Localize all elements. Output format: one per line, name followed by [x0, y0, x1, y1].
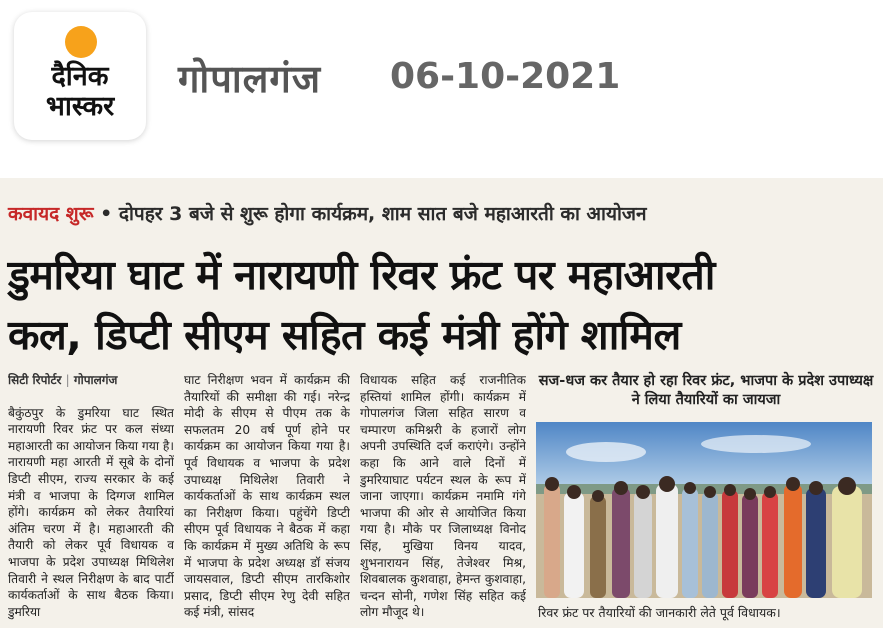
- dainik-bhaskar-logo[interactable]: [14, 12, 146, 140]
- sun-icon: [65, 26, 97, 58]
- article-column-2: [184, 372, 350, 628]
- headline-line-1: डुमरिया घाट में नारायणी रिवर फ्रंट पर महाआरती: [8, 251, 715, 299]
- article-kicker: [8, 200, 647, 226]
- column-2-text: घाट निरीक्षण भवन में कार्यक्रम की तैयारियों की समीक्षा की गई। नरेन्द्र मोदी के सीएम से पीएम तक के सफलतम 20 वर्ष पूर्ण होने पर कार्यक्रम का आयोजन किया गया है। पूर्व विधायक व भाजपा के प्रदेश उपाध्यक्ष मिथिलेश तिवारी ने कार्यकर्ताओं के साथ कार्यक्रम स्थल का निरीक्षण किया। पहुंचेंगे डिप्टी सीएम पूर्व विधायक ने बैठक में कहा कि कार्यक्रम में मुख्य अतिथि के रूप में भाजपा के प्रदेश अध्यक्ष डॉ संजय जायसवाल, डिप्टी सीएम तारकिशोर प्रसाद, डिप्टी सीएम रेणु देवी सहित कई मंत्री, सांसद: [184, 373, 350, 620]
- byline-place: गोपालगंज: [73, 373, 118, 387]
- logo-text-line1: दैनिक: [51, 61, 109, 92]
- column-1-text: बैकुंठपुर के डुमरिया घाट स्थित नारायणी रिवर फ्रंट पर कल संध्या महाआरती का आयोजन किया गया है। नारायणी महा आरती में सूबे के दोनों डिप्टी सीएम, राज्य सरकार के कई मंत्री व भाजपा के दिग्गज शामिल होंगे। कार्यक्रम को लेकर तैयारियां अंतिम चरण में है। महाआरती की तैयारी को लेकर पूर्व विधायक व भाजपा के प्रदेश उपाध्यक्ष मिथिलेश तिवारी ने स्थल निरीक्षण के बाद पार्टी कार्यकर्ताओं के साथ बैठक किया। डुमरिया: [8, 405, 174, 619]
- byline-name: सिटी रिपोर्टर: [8, 373, 62, 387]
- column-3-text: विधायक सहित कई राजनीतिक हस्तियां शामिल होंगी। कार्यक्रम में गोपालगंज जिला सहित सारण व चम्पारण कमिश्नरी के हजारों लोग अपनी उपस्थिति दर्ज कराएंगे। उन्होंने कहा कि आने वाले दिनों में डुमरियाघाट पर्यटन स्थल के रूप में जाना जाएगा। कार्यक्रम नमामि गंगे भाजपा की ओर से आयोजित किया गया है। मौके पर जिलाध्यक्ष विनोद सिंह, मुखिया विनय यादव, शुभनारायन सिंह, तेजेश्वर मिश्र, शिवबालक कुशवाहा, हेमन्त कुशवाहा, चन्दन सोनी, गणेश सिंह सहित कई लोग मौजूद थे।: [360, 373, 526, 620]
- article-column-1: [8, 372, 174, 628]
- photo-caption: रिवर फ्रंट पर तैयारियों की जानकारी लेते पूर्व विधायक।: [538, 605, 781, 620]
- headline-line-2: कल, डिप्टी सीएम सहित कई मंत्री होंगे शामिल: [8, 311, 681, 359]
- river-front-photo: [536, 422, 872, 598]
- byline: [8, 372, 174, 389]
- logo-text-line2: भास्कर: [45, 91, 115, 122]
- kicker-tag: कवायद शुरू: [8, 203, 94, 225]
- kicker-text: दोपहर 3 बजे से शुरू होगा कार्यक्रम, शाम सात बजे महाआरती का आयोजन: [118, 203, 647, 225]
- kicker-bullet: •: [100, 203, 113, 225]
- byline-separator: |: [65, 373, 70, 387]
- photo-headline: सज-धज कर तैयार हो रहा रिवर फ्रंट, भाजपा के प्रदेश उपाध्यक्ष ने लिया तैयारियों का जायजा: [538, 373, 874, 408]
- edition-date: 06-10-2021: [390, 56, 621, 97]
- edition-title: गोपालगंज: [178, 57, 322, 101]
- article-column-3: [360, 372, 526, 628]
